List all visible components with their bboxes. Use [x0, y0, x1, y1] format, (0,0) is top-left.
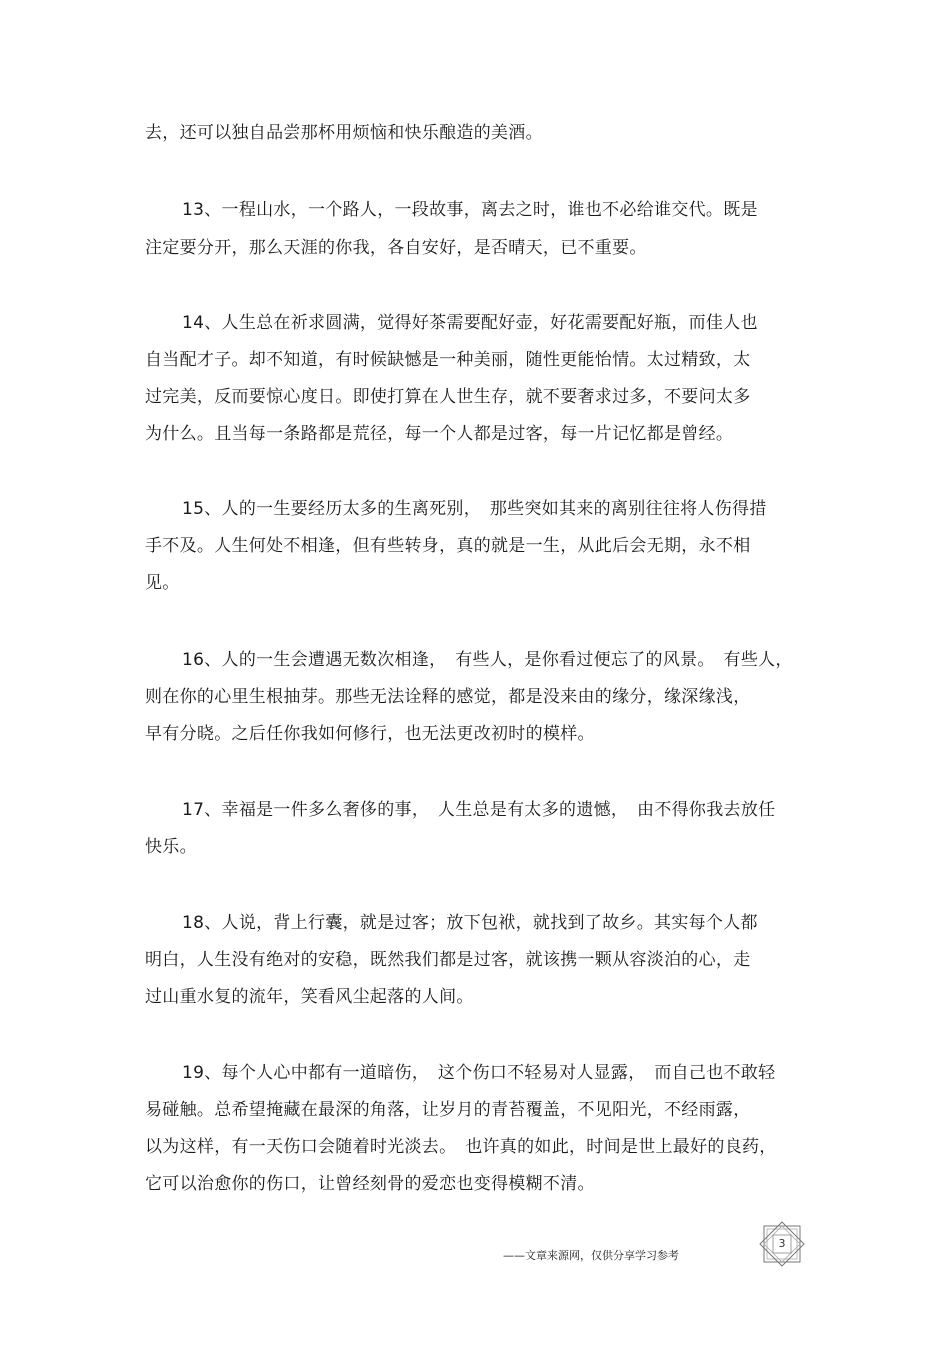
- paragraph-13-line-1: 13、一程山水，一个路人，一段故事，离去之时，谁也不必给谁交代。既是: [182, 200, 758, 220]
- paragraph-16-line-2: 则在你的心里生根抽芽。那些无法诠释的感觉，都是没来由的缘分，缘深缘浅，: [145, 687, 751, 707]
- paragraph-12-line-1: 去，还可以独自品尝那杯用烦恼和快乐酿造的美酒。: [145, 123, 543, 143]
- paragraph-14-line-1: 14、人生总在祈求圆满，觉得好茶需要配好壶，好花需要配好瓶，而佳人也: [182, 313, 758, 333]
- paragraph-14-line-4: 为什么。且当每一条路都是荒径，每一个人都是过客，每一片记忆都是曾经。: [145, 424, 734, 444]
- paragraph-19-line-4: 它可以治愈你的伤口，让曾经刻骨的爱恋也变得模糊不清。: [145, 1174, 595, 1194]
- footer-source-note: ——文章来源网，仅供分享学习参考: [503, 1249, 679, 1262]
- paragraph-18-line-3: 过山重水复的流年，笑看风尘起落的人间。: [145, 987, 474, 1007]
- paragraph-16-line-1: 16、人的一生会遭遇无数次相逢， 有些人，是你看过便忘了的风景。 有些人，: [182, 650, 793, 670]
- paragraph-17-line-1: 17、幸福是一件多么奢侈的事， 人生总是有太多的遗憾， 由不得你我去放任: [182, 800, 776, 820]
- paragraph-19-line-3: 以为这样，有一天伤口会随着时光淡去。 也许真的如此，时间是世上最好的良药，: [145, 1137, 777, 1157]
- page-number-badge: [758, 1220, 806, 1268]
- paragraph-18-line-2: 明白，人生没有绝对的安稳，既然我们都是过客，就该携一颗从容淡泊的心，走: [145, 950, 751, 970]
- paragraph-16-line-3: 早有分晓。之后任你我如何修行，也无法更改初时的模样。: [145, 724, 595, 744]
- paragraph-18-line-1: 18、人说，背上行囊，就是过客；放下包袱，就找到了故乡。其实每个人都: [182, 913, 758, 933]
- paragraph-15-line-2: 手不及。人生何处不相逢，但有些转身，真的就是一生，从此后会无期，永不相: [145, 536, 751, 556]
- paragraph-13-line-2: 注定要分开，那么天涯的你我，各自安好，是否晴天，已不重要。: [145, 238, 647, 258]
- paragraph-15-line-1: 15、人的一生要经历太多的生离死别， 那些突如其来的离别往往将人伤得措: [182, 499, 767, 519]
- paragraph-17-line-2: 快乐。: [145, 837, 197, 857]
- paragraph-19-line-1: 19、每个人心中都有一道暗伤， 这个伤口不轻易对人显露， 而自己也不敢轻: [182, 1063, 776, 1083]
- page-number: 3: [778, 1237, 786, 1250]
- paragraph-14-line-2: 自当配才子。却不知道，有时候缺憾是一种美丽，随性更能怡情。太过精致，太: [145, 350, 751, 370]
- paragraph-14-line-3: 过完美，反而要惊心度日。即使打算在人世生存，就不要奢求过多，不要问太多: [145, 387, 751, 407]
- paragraph-19-line-2: 易碰触。总希望掩藏在最深的角落，让岁月的青苔覆盖，不见阳光，不经雨露，: [145, 1100, 751, 1120]
- paragraph-15-line-3: 见。: [145, 573, 180, 593]
